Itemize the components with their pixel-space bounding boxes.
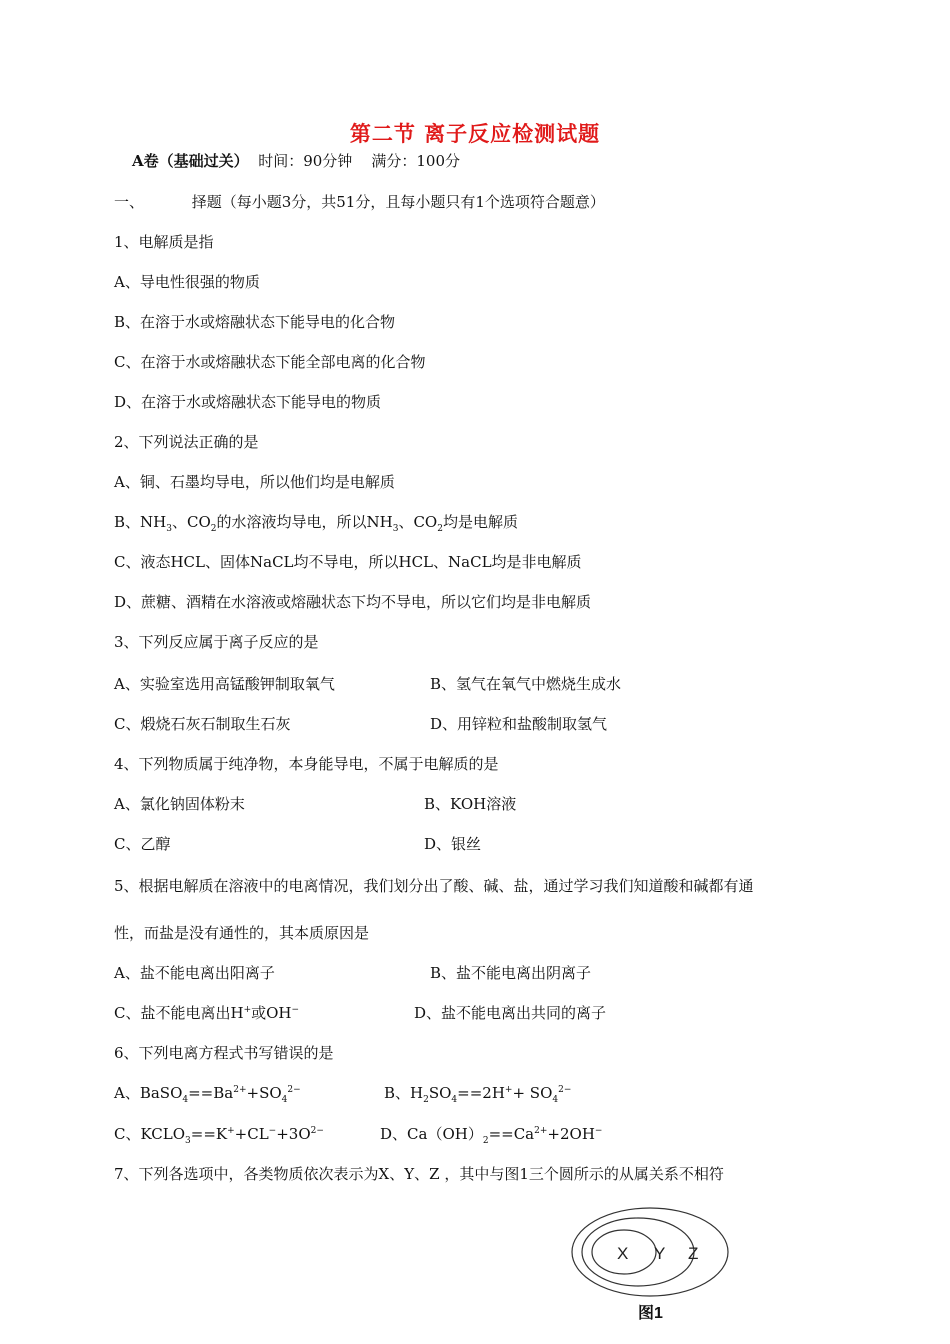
q7-stem: 7、下列各选项中，各类物质依次表示为X、Y、Z ，其中与图1三个圆所示的从属关系不相符: [114, 1165, 724, 1183]
section-label: A卷（基础过关）: [132, 152, 249, 170]
q1-option-a: A、导电性很强的物质: [114, 273, 260, 291]
q6-option-b: B、$H_2SO_4==2H^++ SO_4^{2-}$: [384, 1084, 572, 1105]
q5-option-c: C、盐不能电离出H+或OH−: [114, 1004, 300, 1022]
q1-option-b: B、在溶于水或熔融状态下能导电的化合物: [114, 313, 396, 331]
q2-option-a: A、铜、石墨均导电，所以他们均是电解质: [114, 473, 395, 491]
label-y: Y: [654, 1244, 666, 1263]
q3-stem: 3、下列反应属于离子反应的是: [114, 633, 319, 651]
exam-info: [132, 150, 460, 171]
q1-option-c: C、在溶于水或熔融状态下能全部电离的化合物: [114, 353, 426, 371]
q4-option-c: C、乙醇: [114, 835, 171, 853]
q3-option-d: D、用锌粒和盐酸制取氢气: [430, 715, 608, 733]
q2-option-c: C、液态HCL、固体NaCL均不导电，所以HCL、NaCL均是非电解质: [114, 553, 582, 571]
q4-option-d: D、银丝: [424, 835, 482, 853]
q2-option-d: D、蔗糖、酒精在水溶液或熔融状态下均不导电，所以它们均是非电解质: [114, 593, 592, 611]
figure-caption: 图1: [638, 1305, 663, 1322]
q3-option-c: C、煅烧石灰石制取生石灰: [114, 715, 291, 733]
label-x: X: [617, 1244, 629, 1263]
q5-option-d: D、盐不能电离出共同的离子: [414, 1004, 607, 1022]
instructions: [114, 192, 605, 212]
q1-option-d: D、在溶于水或熔融状态下能导电的物质: [114, 393, 382, 411]
q4-option-a: A、氯化钠固体粉末: [114, 795, 245, 813]
q5-option-b: B、盐不能电离出阴离子: [430, 964, 592, 982]
q5-option-a: A、盐不能电离出阳离子: [114, 964, 275, 982]
q5-stem-line2: 性，而盐是没有通性的，其本质原因是: [114, 924, 370, 942]
q3-option-a: A、实验室选用高锰酸钾制取氧气: [114, 675, 335, 693]
page-title: 第二节 离子反应检测试题: [349, 121, 601, 146]
q1-stem: 1、电解质是指: [114, 233, 214, 251]
outer-circle-z: [572, 1208, 728, 1296]
time-label: 时间：90分钟: [258, 152, 353, 170]
q2-option-b: B、$NH_3$、$CO_2$的水溶液均导电，所以$NH_3$、$CO_2$均是电解质: [114, 513, 518, 534]
q6-option-a: A、$BaSO_4==Ba^{2+}+SO_4^{2-}$: [114, 1084, 301, 1105]
q4-stem: 4、下列物质属于纯净物，本身能导电，不属于电解质的是: [114, 755, 499, 773]
q2-stem: 2、下列说法正确的是: [114, 433, 259, 451]
q6-option-c: C、$KCLO_3==K^++CL^-+3O^{2-}$: [114, 1125, 324, 1146]
middle-circle-y: [582, 1218, 694, 1286]
label-z: Z: [688, 1244, 699, 1263]
section-number: 一、: [114, 193, 145, 211]
q3-option-b: B、氢气在氧气中燃烧生成水: [430, 675, 622, 693]
instructions-text: 择题（每小题3分，共51分，且每小题只有1个选项符合题意）: [191, 193, 605, 211]
q6-option-d: D、$Ca(OH)_2==Ca^{2+}+2OH^-$: [380, 1125, 603, 1146]
q6-stem: 6、下列电离方程式书写错误的是: [114, 1044, 334, 1062]
q5-stem-line1: 5、根据电解质在溶液中的电离情况，我们划分出了酸、碱、盐，通过学习我们知道酸和碱都有通: [114, 877, 754, 895]
q4-option-b: B、KOH溶液: [424, 795, 517, 813]
score-label: 满分：100分: [371, 152, 460, 170]
